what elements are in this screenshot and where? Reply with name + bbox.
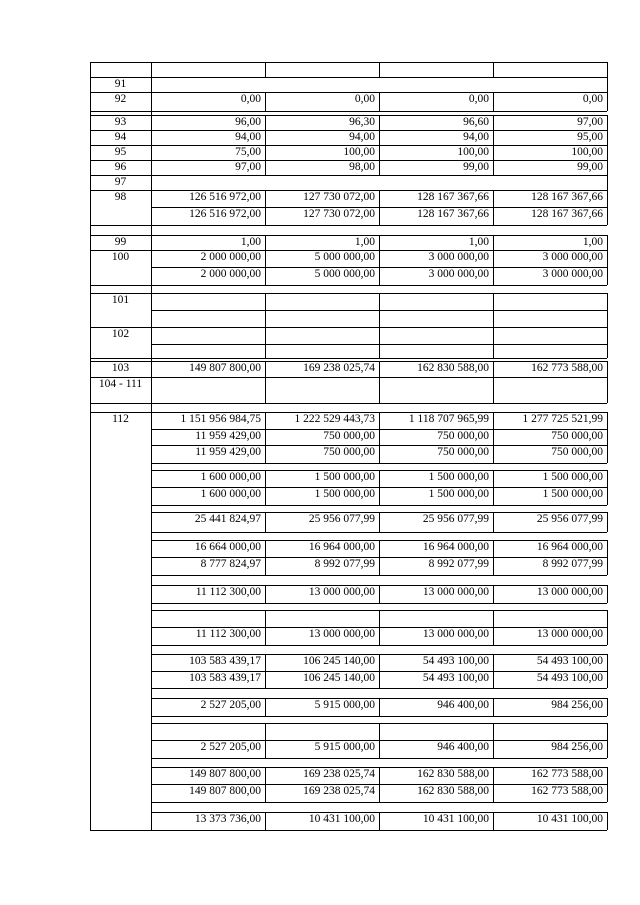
table-cell: 10 431 100,00 xyxy=(422,813,489,825)
table-cell: 5 915 000,00 xyxy=(314,741,375,753)
grid-line-vertical xyxy=(265,540,266,557)
grid-line-vertical xyxy=(493,145,494,160)
table-cell: 54 493 100,00 xyxy=(536,655,603,667)
table-cell: 106 245 140,00 xyxy=(303,655,375,667)
grid-line-vertical xyxy=(493,812,494,830)
grid-line-vertical xyxy=(607,250,608,267)
grid-line-horizontal xyxy=(151,688,607,689)
table-cell: 1 600 000,00 xyxy=(200,488,261,500)
grid-line-horizontal xyxy=(90,285,151,286)
grid-line-horizontal xyxy=(151,716,607,717)
table-cell: 25 441 824,97 xyxy=(194,513,261,525)
grid-line-vertical xyxy=(151,62,152,830)
grid-line-vertical xyxy=(265,92,266,111)
grid-line-vertical xyxy=(265,361,266,377)
table-cell: 13 000 000,00 xyxy=(308,628,375,640)
grid-line-vertical xyxy=(493,540,494,557)
grid-line-vertical xyxy=(493,487,494,505)
table-cell: 1,00 xyxy=(582,236,603,248)
grid-line-vertical xyxy=(493,740,494,758)
table-cell: 5 915 000,00 xyxy=(314,699,375,711)
table-cell: 13 000 000,00 xyxy=(422,628,489,640)
table-cell: 11 959 429,00 xyxy=(195,430,261,442)
grid-line-vertical xyxy=(379,784,380,802)
grid-line-vertical xyxy=(493,767,494,784)
grid-line-vertical xyxy=(607,293,608,310)
grid-line-horizontal xyxy=(151,758,607,759)
grid-line-horizontal xyxy=(151,645,607,646)
table-cell: 126 516 972,00 xyxy=(189,208,261,220)
grid-line-vertical xyxy=(265,698,266,716)
table-cell: 1 118 707 965,99 xyxy=(408,413,489,425)
grid-line-vertical xyxy=(493,130,494,145)
grid-line-vertical xyxy=(379,377,380,403)
grid-line-vertical xyxy=(379,344,380,358)
grid-line-vertical xyxy=(265,470,266,487)
table-cell: 13 000 000,00 xyxy=(308,586,375,598)
row-label: 101 xyxy=(111,294,130,306)
table-cell: 1 500 000,00 xyxy=(542,488,603,500)
table-cell: 75,00 xyxy=(235,146,261,158)
grid-line-vertical xyxy=(379,130,380,145)
grid-line-vertical xyxy=(607,62,608,77)
grid-line-vertical xyxy=(607,445,608,463)
table-cell: 1 500 000,00 xyxy=(428,471,489,483)
table-cell: 16 964 000,00 xyxy=(422,541,489,553)
row-label: 102 xyxy=(111,328,130,340)
grid-line-vertical xyxy=(493,207,494,225)
table-cell: 1 500 000,00 xyxy=(428,488,489,500)
grid-line-vertical xyxy=(607,812,608,830)
grid-line-vertical xyxy=(265,412,266,429)
grid-line-vertical xyxy=(265,344,266,358)
grid-line-vertical xyxy=(265,429,266,445)
table-cell: 3 000 000,00 xyxy=(542,268,603,280)
grid-line-vertical xyxy=(607,654,608,671)
grid-line-vertical xyxy=(379,671,380,688)
table-cell: 0,00 xyxy=(240,93,261,105)
grid-line-vertical xyxy=(607,267,608,285)
table-cell: 750 000,00 xyxy=(323,430,375,442)
grid-line-vertical xyxy=(493,160,494,175)
grid-line-vertical xyxy=(379,698,380,716)
table-cell: 1 277 725 521,99 xyxy=(522,413,603,425)
table-cell: 54 493 100,00 xyxy=(422,672,489,684)
grid-line-vertical xyxy=(493,512,494,532)
table-cell: 162 773 588,00 xyxy=(531,785,603,797)
grid-line-vertical xyxy=(607,412,608,429)
grid-line-vertical xyxy=(379,62,380,77)
table-cell: 162 830 588,00 xyxy=(417,785,489,797)
grid-line-vertical xyxy=(493,293,494,310)
grid-line-vertical xyxy=(265,115,266,130)
row-label: 96 xyxy=(114,161,127,173)
table-cell: 162 773 588,00 xyxy=(531,362,603,374)
table-cell: 16 664 000,00 xyxy=(194,541,261,553)
table-cell: 13 373 736,00 xyxy=(194,813,261,825)
grid-line-vertical xyxy=(379,235,380,250)
grid-line-vertical xyxy=(607,145,608,160)
grid-line-vertical xyxy=(379,92,380,111)
grid-line-vertical xyxy=(607,310,608,327)
grid-line-vertical xyxy=(265,585,266,603)
grid-line-horizontal xyxy=(151,225,607,226)
table-cell: 0,00 xyxy=(468,93,489,105)
grid-line-vertical xyxy=(607,77,608,92)
grid-line-horizontal xyxy=(151,358,607,359)
table-cell: 984 256,00 xyxy=(551,741,603,753)
grid-line-vertical xyxy=(493,429,494,445)
grid-line-vertical xyxy=(493,585,494,603)
grid-line-vertical xyxy=(493,310,494,327)
grid-line-horizontal xyxy=(151,575,607,576)
grid-line-vertical xyxy=(493,115,494,130)
grid-line-horizontal xyxy=(151,532,607,533)
grid-line-vertical xyxy=(265,445,266,463)
grid-line-vertical xyxy=(265,160,266,175)
grid-line-vertical xyxy=(379,470,380,487)
grid-line-vertical xyxy=(379,767,380,784)
table-cell: 750 000,00 xyxy=(323,446,375,458)
table-cell: 1,00 xyxy=(240,236,261,248)
table-cell: 750 000,00 xyxy=(551,446,603,458)
table-cell: 1 600 000,00 xyxy=(200,471,261,483)
row-label: 99 xyxy=(114,236,127,248)
table-cell: 5 000 000,00 xyxy=(314,268,375,280)
table-cell: 25 956 077,99 xyxy=(536,513,603,525)
grid-line-vertical xyxy=(493,327,494,344)
table-cell: 2 527 205,00 xyxy=(200,699,261,711)
table-cell: 11 112 300,00 xyxy=(195,586,261,598)
grid-line-vertical xyxy=(379,740,380,758)
grid-line-vertical xyxy=(493,445,494,463)
grid-line-vertical xyxy=(265,767,266,784)
grid-line-vertical xyxy=(379,207,380,225)
table-cell: 94,00 xyxy=(235,131,261,143)
grid-line-vertical xyxy=(607,377,608,403)
grid-line-vertical xyxy=(265,62,266,77)
grid-line-vertical xyxy=(379,610,380,627)
table-cell: 127 730 072,00 xyxy=(303,208,375,220)
grid-line-vertical xyxy=(607,327,608,344)
grid-line-horizontal xyxy=(90,403,151,404)
grid-line-vertical xyxy=(493,267,494,285)
table-cell: 1,00 xyxy=(354,236,375,248)
table-cell: 3 000 000,00 xyxy=(428,268,489,280)
grid-line-vertical xyxy=(607,470,608,487)
grid-line-horizontal xyxy=(151,77,607,78)
grid-line-horizontal xyxy=(151,463,607,464)
grid-line-vertical xyxy=(493,671,494,688)
grid-line-vertical xyxy=(493,723,494,740)
table-cell: 169 238 025,74 xyxy=(303,768,375,780)
row-label: 94 xyxy=(114,131,127,143)
grid-line-vertical xyxy=(265,671,266,688)
table-cell: 149 807 800,00 xyxy=(189,362,261,374)
grid-line-horizontal xyxy=(90,62,151,63)
grid-line-vertical xyxy=(379,412,380,429)
grid-line-vertical xyxy=(379,145,380,160)
grid-line-vertical xyxy=(493,698,494,716)
grid-line-vertical xyxy=(493,557,494,575)
table-cell: 25 956 077,99 xyxy=(308,513,375,525)
grid-line-vertical xyxy=(379,327,380,344)
table-cell: 149 807 800,00 xyxy=(189,768,261,780)
grid-line-vertical xyxy=(493,235,494,250)
grid-line-vertical xyxy=(379,250,380,267)
grid-line-vertical xyxy=(265,235,266,250)
grid-line-vertical xyxy=(493,190,494,207)
grid-line-vertical xyxy=(265,310,266,327)
grid-line-vertical xyxy=(493,344,494,358)
grid-line-vertical xyxy=(265,190,266,207)
grid-line-horizontal xyxy=(151,111,607,112)
row-label: 91 xyxy=(114,78,127,90)
row-label: 95 xyxy=(114,146,127,158)
grid-line-horizontal xyxy=(151,175,607,176)
grid-line-vertical xyxy=(607,160,608,175)
table-cell: 96,30 xyxy=(349,116,375,128)
table-cell: 100,00 xyxy=(571,146,603,158)
table-cell: 54 493 100,00 xyxy=(536,672,603,684)
table-cell: 10 431 100,00 xyxy=(308,813,375,825)
table-cell: 11 959 429,00 xyxy=(195,446,261,458)
grid-line-horizontal xyxy=(151,285,607,286)
table-cell: 1 500 000,00 xyxy=(314,488,375,500)
table-cell: 0,00 xyxy=(582,93,603,105)
table-cell: 13 000 000,00 xyxy=(422,586,489,598)
table-cell: 946 400,00 xyxy=(437,741,489,753)
row-label: 112 xyxy=(112,413,129,425)
grid-line-horizontal xyxy=(90,358,151,359)
table-cell: 8 992 077,99 xyxy=(542,558,603,570)
grid-line-horizontal xyxy=(90,225,151,226)
table-cell: 99,00 xyxy=(463,161,489,173)
grid-line-vertical xyxy=(607,207,608,225)
table-cell: 1 222 529 443,73 xyxy=(294,413,375,425)
grid-line-vertical xyxy=(493,62,494,77)
grid-line-vertical xyxy=(607,344,608,358)
grid-line-vertical xyxy=(607,585,608,603)
grid-line-vertical xyxy=(379,293,380,310)
table-cell: 162 830 588,00 xyxy=(417,768,489,780)
table-cell: 946 400,00 xyxy=(437,699,489,711)
grid-line-vertical xyxy=(379,512,380,532)
grid-line-vertical xyxy=(607,92,608,111)
grid-line-vertical xyxy=(379,627,380,645)
grid-line-vertical xyxy=(493,250,494,267)
grid-line-vertical xyxy=(607,610,608,627)
grid-line-vertical xyxy=(607,175,608,190)
grid-line-vertical xyxy=(379,361,380,377)
table-cell: 169 238 025,74 xyxy=(303,362,375,374)
row-label: 92 xyxy=(114,93,127,105)
grid-line-horizontal xyxy=(151,802,607,803)
table-cell: 100,00 xyxy=(457,146,489,158)
table-cell: 97,00 xyxy=(577,116,603,128)
table-cell: 984 256,00 xyxy=(551,699,603,711)
row-label: 104 - 111 xyxy=(98,378,143,390)
table-cell: 750 000,00 xyxy=(437,430,489,442)
grid-line-vertical xyxy=(493,654,494,671)
grid-line-horizontal xyxy=(90,111,151,112)
table-cell: 2 000 000,00 xyxy=(200,251,261,263)
grid-line-vertical xyxy=(265,293,266,310)
grid-line-vertical xyxy=(265,250,266,267)
table-cell: 8 992 077,99 xyxy=(428,558,489,570)
grid-line-vertical xyxy=(607,698,608,716)
grid-line-vertical xyxy=(607,627,608,645)
grid-line-vertical xyxy=(607,784,608,802)
grid-line-vertical xyxy=(265,377,266,403)
table-cell: 126 516 972,00 xyxy=(189,191,261,203)
table-cell: 750 000,00 xyxy=(437,446,489,458)
grid-line-horizontal xyxy=(151,830,607,831)
table-cell: 127 730 072,00 xyxy=(303,191,375,203)
grid-line-vertical xyxy=(379,160,380,175)
grid-line-vertical xyxy=(265,327,266,344)
row-label: 100 xyxy=(111,251,130,263)
grid-line-vertical xyxy=(265,723,266,740)
table-cell: 8 777 824,97 xyxy=(200,558,261,570)
table-cell: 106 245 140,00 xyxy=(303,672,375,684)
grid-line-vertical xyxy=(493,784,494,802)
table-cell: 25 956 077,99 xyxy=(422,513,489,525)
grid-line-vertical xyxy=(265,557,266,575)
grid-line-vertical xyxy=(607,115,608,130)
table-cell: 54 493 100,00 xyxy=(422,655,489,667)
grid-line-vertical xyxy=(493,627,494,645)
grid-line-vertical xyxy=(379,540,380,557)
table-cell: 97,00 xyxy=(235,161,261,173)
table-cell: 13 000 000,00 xyxy=(536,586,603,598)
table-cell: 100,00 xyxy=(343,146,375,158)
grid-line-vertical xyxy=(265,512,266,532)
grid-line-horizontal xyxy=(151,603,607,604)
table-cell: 3 000 000,00 xyxy=(542,251,603,263)
grid-line-horizontal xyxy=(151,505,607,506)
grid-line-vertical xyxy=(265,812,266,830)
table-cell: 96,60 xyxy=(463,116,489,128)
grid-line-vertical xyxy=(265,784,266,802)
grid-line-vertical xyxy=(379,812,380,830)
table-cell: 8 992 077,99 xyxy=(314,558,375,570)
grid-line-vertical xyxy=(607,740,608,758)
table-cell: 96,00 xyxy=(235,116,261,128)
table-cell: 162 773 588,00 xyxy=(531,768,603,780)
grid-line-vertical xyxy=(379,445,380,463)
grid-line-vertical xyxy=(607,512,608,532)
table-cell: 169 238 025,74 xyxy=(303,785,375,797)
table-cell: 149 807 800,00 xyxy=(189,785,261,797)
row-label: 103 xyxy=(111,362,130,374)
row-label: 98 xyxy=(114,191,127,203)
table-cell: 128 167 367,66 xyxy=(417,208,489,220)
grid-line-vertical xyxy=(379,487,380,505)
grid-line-vertical xyxy=(379,190,380,207)
grid-line-vertical xyxy=(607,723,608,740)
grid-line-vertical xyxy=(493,412,494,429)
grid-line-vertical xyxy=(265,267,266,285)
table-cell: 95,00 xyxy=(577,131,603,143)
grid-line-vertical xyxy=(379,115,380,130)
grid-line-vertical xyxy=(493,361,494,377)
table-cell: 10 431 100,00 xyxy=(536,813,603,825)
grid-line-vertical xyxy=(607,540,608,557)
table-cell: 16 964 000,00 xyxy=(536,541,603,553)
table-cell: 99,00 xyxy=(577,161,603,173)
table-cell: 103 583 439,17 xyxy=(189,672,261,684)
grid-line-vertical xyxy=(265,207,266,225)
grid-line-horizontal xyxy=(151,403,607,404)
grid-line-vertical xyxy=(265,740,266,758)
grid-line-vertical xyxy=(607,487,608,505)
table-cell: 1 500 000,00 xyxy=(314,471,375,483)
table-cell: 13 000 000,00 xyxy=(536,628,603,640)
grid-line-vertical xyxy=(265,654,266,671)
row-label: 97 xyxy=(114,176,127,188)
table-cell: 2 000 000,00 xyxy=(200,268,261,280)
table-cell: 2 527 205,00 xyxy=(200,741,261,753)
grid-line-vertical xyxy=(265,130,266,145)
grid-line-vertical xyxy=(379,585,380,603)
grid-line-vertical xyxy=(607,361,608,377)
grid-line-vertical xyxy=(379,654,380,671)
table-cell: 0,00 xyxy=(354,93,375,105)
table-cell: 94,00 xyxy=(349,131,375,143)
grid-line-vertical xyxy=(379,557,380,575)
table-cell: 750 000,00 xyxy=(551,430,603,442)
grid-line-vertical xyxy=(607,190,608,207)
grid-line-vertical xyxy=(379,429,380,445)
grid-line-vertical xyxy=(493,610,494,627)
table-cell: 94,00 xyxy=(463,131,489,143)
grid-line-vertical xyxy=(493,377,494,403)
table-cell: 1 500 000,00 xyxy=(542,471,603,483)
table-cell: 16 964 000,00 xyxy=(308,541,375,553)
table-cell: 3 000 000,00 xyxy=(428,251,489,263)
table-cell: 128 167 367,66 xyxy=(531,191,603,203)
table-cell: 1,00 xyxy=(468,236,489,248)
table-cell: 162 830 588,00 xyxy=(417,362,489,374)
grid-line-vertical xyxy=(607,235,608,250)
grid-line-vertical xyxy=(379,267,380,285)
grid-line-vertical xyxy=(265,487,266,505)
grid-line-vertical xyxy=(493,92,494,111)
table-cell: 128 167 367,66 xyxy=(417,191,489,203)
table-cell: 11 112 300,00 xyxy=(195,628,261,640)
grid-line-horizontal xyxy=(90,830,151,831)
table-cell: 5 000 000,00 xyxy=(314,251,375,263)
table-cell: 128 167 367,66 xyxy=(531,208,603,220)
grid-line-vertical xyxy=(265,145,266,160)
grid-line-vertical xyxy=(265,627,266,645)
grid-line-vertical xyxy=(607,767,608,784)
table-cell: 98,00 xyxy=(349,161,375,173)
table-cell: 103 583 439,17 xyxy=(189,655,261,667)
grid-line-vertical xyxy=(607,429,608,445)
row-label: 93 xyxy=(114,116,127,128)
grid-line-vertical xyxy=(379,310,380,327)
grid-line-vertical xyxy=(607,557,608,575)
grid-line-vertical xyxy=(265,610,266,627)
grid-line-vertical xyxy=(607,671,608,688)
grid-line-vertical xyxy=(379,723,380,740)
table-cell: 1 151 956 984,75 xyxy=(180,413,261,425)
grid-line-vertical xyxy=(493,470,494,487)
grid-line-vertical xyxy=(607,130,608,145)
